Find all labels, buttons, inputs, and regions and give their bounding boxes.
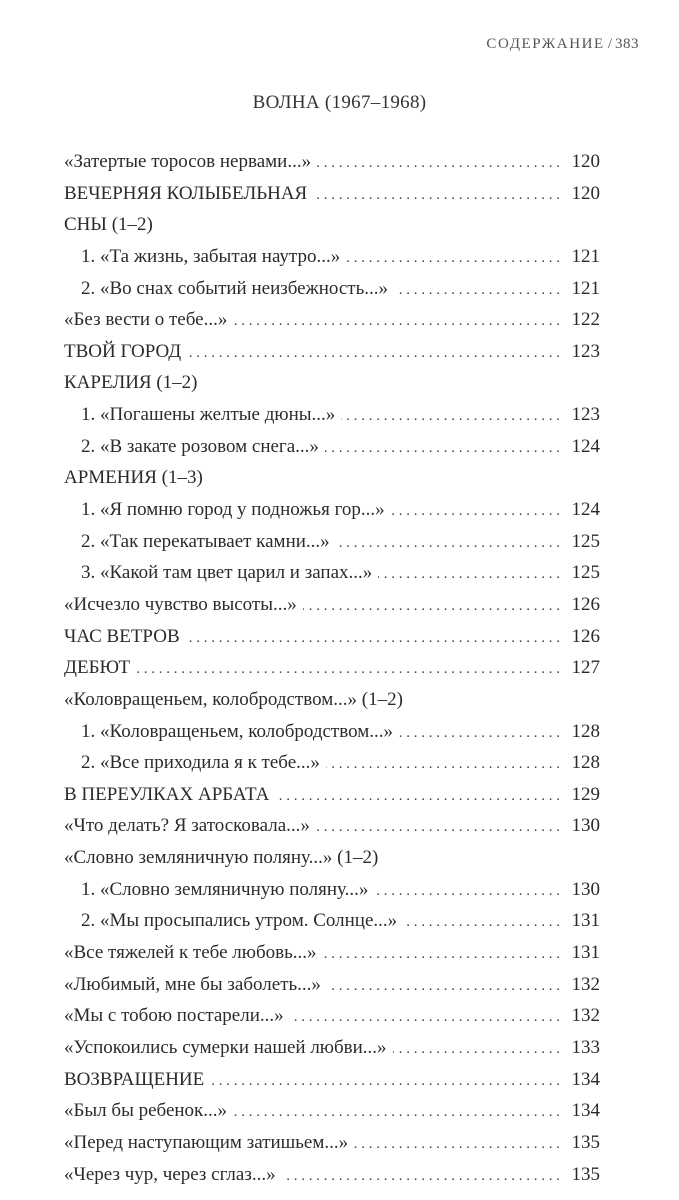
dot-leader <box>303 591 560 623</box>
toc-entry-title: 2. «Во снах событий неизбежность...» <box>81 277 389 299</box>
dot-leader <box>317 148 560 180</box>
dot-leader <box>394 275 560 307</box>
toc-entry-title: «Был бы ребенок...» <box>64 1100 228 1122</box>
toc-entry-page: 131 <box>571 910 600 932</box>
toc-entry-title: «Словно земляничную поляну...» (1–2) <box>64 847 379 869</box>
toc-entry-page: 134 <box>571 1100 600 1122</box>
toc-entry <box>64 304 600 336</box>
dot-leader <box>325 433 560 465</box>
toc-entry-page: 120 <box>571 182 600 204</box>
toc-entry-page: 126 <box>571 593 600 615</box>
toc-entry <box>64 1032 600 1064</box>
toc-entry <box>64 526 600 558</box>
toc-entry-title: ВЕЧЕРНЯЯ КОЛЫБЕЛЬНАЯ <box>64 182 308 204</box>
dot-leader <box>403 907 560 939</box>
dot-leader <box>393 1034 560 1066</box>
toc-entry-title: «Успокоились сумерки нашей любви...» <box>64 1036 387 1058</box>
toc-entry-page: 123 <box>571 340 600 362</box>
dot-leader <box>210 1066 560 1098</box>
toc-entry-title: ДЕБЮТ <box>64 657 131 679</box>
toc-entry-title: ЧАС ВЕТРОВ <box>64 625 180 647</box>
dot-leader <box>282 1161 560 1193</box>
dot-leader <box>336 528 560 560</box>
toc-entry-title: 1. «Коловращеньем, колобродством...» <box>81 720 393 742</box>
toc-entry <box>64 1159 600 1191</box>
toc-entry <box>64 557 600 589</box>
toc-entry <box>64 779 600 811</box>
table-of-contents <box>64 146 600 1190</box>
page-number: 383 <box>615 36 639 52</box>
toc-entry-title: 2. «В закате розовом снега...» <box>81 435 319 457</box>
toc-entry-title: «Через чур, через сглаз...» <box>64 1163 276 1185</box>
toc-entry-title: «Перед наступающим затишьем...» <box>64 1131 349 1153</box>
toc-entry <box>64 937 600 969</box>
toc-entry <box>64 716 600 748</box>
running-head-separator: / <box>607 36 612 52</box>
toc-entry-page: 122 <box>571 309 600 331</box>
running-head <box>486 36 639 53</box>
dot-leader <box>399 718 560 750</box>
toc-group-heading <box>64 684 600 716</box>
dot-leader <box>374 876 560 908</box>
toc-entry-page: 128 <box>571 720 600 742</box>
toc-entry <box>64 1127 600 1159</box>
dot-leader <box>233 1097 560 1129</box>
toc-entry-page: 126 <box>571 625 600 647</box>
toc-entry-page: 131 <box>571 942 600 964</box>
dot-leader <box>290 1002 560 1034</box>
dot-leader <box>316 812 560 844</box>
toc-group-heading <box>64 367 600 399</box>
toc-entry <box>64 905 600 937</box>
toc-entry-title: 1. «Погашены желтые дюны...» <box>81 404 336 426</box>
toc-entry-title: В ПЕРЕУЛКАХ АРБАТА <box>64 783 270 805</box>
dot-leader <box>186 623 560 655</box>
toc-entry-title: «Любимый, мне бы заболеть...» <box>64 973 321 995</box>
toc-entry-page: 120 <box>571 151 600 172</box>
toc-entry-title: «Без вести о тебе...» <box>64 309 228 331</box>
toc-entry <box>64 969 600 1001</box>
toc-entry-title: 2. «Все приходила я к тебе...» <box>81 752 320 774</box>
toc-entry-page: 133 <box>571 1036 600 1058</box>
toc-entry-page: 135 <box>571 1131 600 1153</box>
toc-entry-page: 129 <box>571 783 600 805</box>
toc-entry <box>64 874 600 906</box>
toc-entry-page: 121 <box>571 277 600 299</box>
toc-entry-page: 127 <box>571 657 600 679</box>
dot-leader <box>346 243 560 275</box>
dot-leader <box>187 338 560 370</box>
toc-entry-page: 134 <box>571 1068 600 1090</box>
dot-leader <box>275 781 560 813</box>
toc-entry-title: 1. «Я помню город у подножья гор...» <box>81 499 385 521</box>
toc-entry <box>64 494 600 526</box>
toc-entry-page: 132 <box>571 1005 600 1027</box>
toc-entry <box>64 589 600 621</box>
toc-entry <box>64 621 600 653</box>
toc-entry <box>64 1064 600 1096</box>
toc-entry-title: КАРЕЛИЯ (1–2) <box>64 372 198 394</box>
toc-entry-title: 1. «Та жизнь, забытая наутро...» <box>81 245 341 267</box>
toc-entry-page: 125 <box>571 562 600 584</box>
toc-entry-title: 2. «Мы просыпались утром. Солнце...» <box>81 910 398 932</box>
toc-entry <box>64 146 600 178</box>
toc-entry-title: ТВОЙ ГОРОД <box>64 340 182 362</box>
toc-entry-title: «Коловращеньем, колобродством...» (1–2) <box>64 688 403 710</box>
toc-entry <box>64 336 600 368</box>
dot-leader <box>326 749 560 781</box>
toc-entry <box>64 652 600 684</box>
dot-leader <box>341 401 560 433</box>
toc-entry-title: 3. «Какой там цвет царил и запах...» <box>81 562 373 584</box>
toc-entry-title: «Затертые торосов нервами...» <box>64 151 312 172</box>
toc-entry-title: 2. «Так перекатывает камни...» <box>81 530 330 552</box>
toc-entry-page: 132 <box>571 973 600 995</box>
toc-entry <box>64 431 600 463</box>
dot-leader <box>327 971 560 1003</box>
dot-leader <box>391 496 560 528</box>
toc-entry-title: «Мы с тобою постарели...» <box>64 1005 284 1027</box>
toc-entry <box>64 747 600 779</box>
toc-entry-page: 130 <box>571 878 600 900</box>
toc-group-heading <box>64 209 600 241</box>
toc-entry <box>64 273 600 305</box>
toc-entry-title: «Все тяжелей к тебе любовь...» <box>64 942 317 964</box>
toc-entry <box>64 178 600 210</box>
toc-entry-title: АРМЕНИЯ (1–3) <box>64 467 203 489</box>
dot-leader <box>354 1129 560 1161</box>
dot-leader <box>233 306 560 338</box>
toc-entry <box>64 810 600 842</box>
toc-group-heading <box>64 462 600 494</box>
dot-leader <box>136 654 560 686</box>
toc-entry-title: «Исчезло чувство высоты...» <box>64 593 297 615</box>
toc-entry-title: «Что делать? Я затосковала...» <box>64 815 310 837</box>
toc-entry-page: 121 <box>571 245 600 267</box>
toc-entry <box>64 1000 600 1032</box>
toc-entry-title: 1. «Словно земляничную поляну...» <box>81 878 369 900</box>
toc-entry-title: СНЫ (1–2) <box>64 214 153 236</box>
dot-leader <box>323 939 560 971</box>
toc-entry-page: 124 <box>571 499 600 521</box>
toc-entry-page: 130 <box>571 815 600 837</box>
toc-entry-page: 125 <box>571 530 600 552</box>
toc-entry <box>64 399 600 431</box>
toc-entry-page: 135 <box>571 1163 600 1185</box>
dot-leader <box>313 180 560 212</box>
toc-entry-title: ВОЗВРАЩЕНИЕ <box>64 1068 205 1090</box>
toc-entry-page: 128 <box>571 752 600 774</box>
dot-leader <box>378 559 560 591</box>
toc-entry-page: 123 <box>571 404 600 426</box>
section-title: ВОЛНА (1967–1968) <box>252 92 427 113</box>
toc-entry-page: 124 <box>571 435 600 457</box>
toc-entry <box>64 241 600 273</box>
toc-entry <box>64 1095 600 1127</box>
running-head-label: СОДЕРЖАНИЕ <box>486 36 605 52</box>
toc-group-heading <box>64 842 600 874</box>
